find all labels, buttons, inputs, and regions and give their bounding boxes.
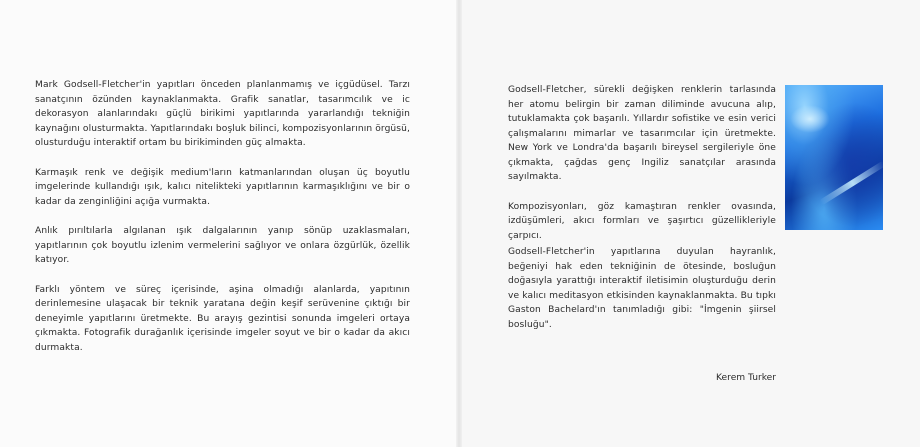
right-paragraph-2: Kompozisyonları, göz kamaştıran renkler ovasında, izdüşümleri, akıcı formları ve şaşırtıcı güzellikleriyle çarpıcı.: [508, 201, 776, 241]
right-text-column-top: [508, 83, 776, 243]
left-paragraph-3: Anlık pırıltılarla algılanan ışık dalgalarının yanıp sönüp uzaklasmaları, yapıtlarının çok boyutlu izlenim vermelerini sağlıyor ve onlara özgürlük, özellik katıyor.: [35, 226, 410, 265]
author-signature: Kerem Turker: [716, 373, 776, 383]
page-gutter: [456, 0, 462, 447]
left-paragraph-1: Mark Godsell-Fletcher'in yapıtları önceden planlanmamış ve içgüdüsel. Tarzı sanatçının özünden kaynaklanmakta. Grafik sanatlar, tasarımcılık ve ic dekorasyon alanlarındakı güçlü birikimi yapıtlarında yararlandığı tekniğin kaynağını olusturmakta. Yapıtlarındakı boşluk bilinci, kompozisyonlarının örgüsü, olusturduğu interaktif ortam bu birikiminden güç almakta.: [35, 80, 410, 148]
photo-highlight: [790, 105, 830, 133]
artwork-photo: [785, 85, 883, 230]
right-paragraph-1: Godsell-Fletcher, sürekli değişken renklerin tarlasında her atomu belirgin bir zaman diliminde avucuna alıp, tutuklamakta çok başarılı. Yıllardır sofistike ve esin verici çalışmalarını mimarlar ve tasarımcılar için üretmekte. New York ve Londra'da başarılı bireysel sergileriyle öne çıkmakta, çağdas genç Ingiliz sanatçılar arasında sayılmakta.: [508, 85, 776, 182]
left-paragraph-2: Karmaşık renk ve değişik medium'ların katmanlarından oluşan üç boyutlu imgelerinde kullandığı ışık, kalıcı nitelikteki yapıtlarının karmaşıklığını ve bir o kadar da zenginliğini açığa vurmakta.: [35, 167, 410, 207]
right-text-column-bottom: [508, 245, 776, 332]
photo-light-streak: [819, 161, 883, 206]
left-text-column: [35, 78, 410, 355]
right-paragraph-3: Godsell-Fletcher'in yapıtlarına duyulan hayranlık, beğeniyi hak eden tekniğinin de ötesinde, bosluğun doğasıyla yarattığı interaktif iletisimin oluşturduğu derin ve kalıcı meditasyon etkisinden kaynaklanmakta. Bu tıpkı Gaston Bachelard'ın tanımladığı gibi: "İmgenin şiirsel bosluğu".: [508, 247, 776, 330]
left-paragraph-4: Farklı yöntem ve süreç içerisinde, aşina olmadığı alanlarda, yapıtının derinlemesine ulaşacak bir teknik yaratana değin keşif serüvenine çıktığı bir deneyimle yapıtlarını üretmekte. Bu arayış gezintisi sonunda imgeleri ortaya çıkmakta. Fotografik durağanlık içerisinde imgeler soyut ve bir o kadar da akıcı durmakta.: [35, 284, 410, 353]
